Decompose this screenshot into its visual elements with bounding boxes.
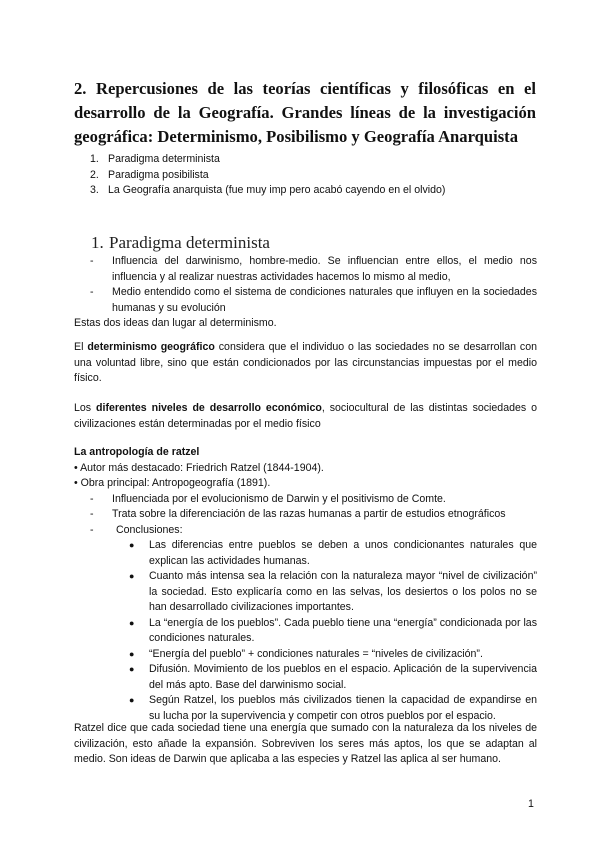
conclusion-item: ● Difusión. Movimiento de los pueblos en el espacio. Aplicación de la supervivencia del más apto. Base del darwinismo social. (129, 663, 537, 691)
dash-item: - Influenciada por el evolucionismo de Darwin y el positivismo de Comte. (90, 492, 446, 505)
toc-item: 3. La Geografía anarquista (fue muy imp pero acabó cayendo en el olvido) (90, 184, 446, 196)
document-title: 2. Repercusiones de las teorías científicas y filosóficas en el desarrollo de la Geografía. Grandes líneas de la investigación geográfica: Determinismo, Posibilismo y Geografía Anarquista (74, 79, 536, 146)
ratzel-section (74, 445, 537, 724)
closing-paragraph: Ratzel dice que cada sociedad tiene una energía que sumado con la naturaleza da los niveles de civilización, esto añade la expansión. Sobreviven los seres más aptos, los que se adaptan al medio. Son ideas de Darwin que aplicaba a las especies y Ratzel las aplica al ser humano. (74, 722, 537, 765)
conclusion-item: ● Cuanto más intensa sea la relación con la naturaleza mayor “nivel de civilización” la sociedad. Esto explicaría como en las selvas, los desiertos o los polos no se han desarrollado civilizaciones importantes. (129, 570, 537, 613)
dash-item: - Conclusiones: (90, 523, 183, 536)
subheading: La antropología de ratzel (74, 446, 200, 458)
conclusion-item: ● Según Ratzel, los pueblos más civilizados tienen la capacidad de expandirse en su lucha por la supervivencia y competir con otros pueblos por el espacio. (129, 694, 537, 722)
section-dash-list (74, 254, 537, 332)
conclusion-item: ● La “energía de los pueblos”. Cada pueblo tiene una “energía” condicionada por las condiciones naturales. (129, 616, 537, 644)
dash-item: - Influencia del darwinismo, hombre-medio. Se influencian entre ellos, el medio nos influencia y al realizar nuestras actividades hacemos lo mismo al medio, (90, 255, 537, 283)
conclusion-item: ● Las diferencias entre pueblos se deben a unos condicionantes naturales que explican las actividades humanas. (129, 539, 537, 567)
toc-item: 1. Paradigma determinista (90, 153, 220, 165)
dash-item: - Trata sobre la diferenciación de las razas humanas a partir de estudios etnográficos (90, 508, 506, 520)
bullet-item: • Autor más destacado: Friedrich Ratzel (1844-1904). (74, 461, 324, 474)
toc-item: 2. Paradigma posibilista (90, 168, 209, 181)
table-of-contents (90, 152, 445, 199)
paragraph-determinismo: El determinismo geográfico considera que el individuo o las sociedades no se desarrollan con una voluntad libre, sino que están condicionados por las circunstancias impuestas por el medio físico. (74, 341, 537, 384)
section-heading: 1. Paradigma determinista (91, 233, 270, 252)
conclusion-item: ● “Energía del pueblo” + condiciones naturales = “niveles de civilización”. (129, 647, 483, 660)
page-number: 1 (528, 798, 534, 810)
paragraph: Estas dos ideas dan lugar al determinismo. (74, 317, 277, 329)
dash-item: - Medio entendido como el sistema de condiciones naturales que influyen en la sociedades humanas y su evolución (90, 286, 537, 314)
bullet-item: • Obra principal: Antropogeografía (1891). (74, 477, 271, 489)
paragraph-niveles: Los diferentes niveles de desarrollo económico, sociocultural de las distintas sociedades o civilizaciones están determinadas por el medio físico (74, 402, 537, 430)
